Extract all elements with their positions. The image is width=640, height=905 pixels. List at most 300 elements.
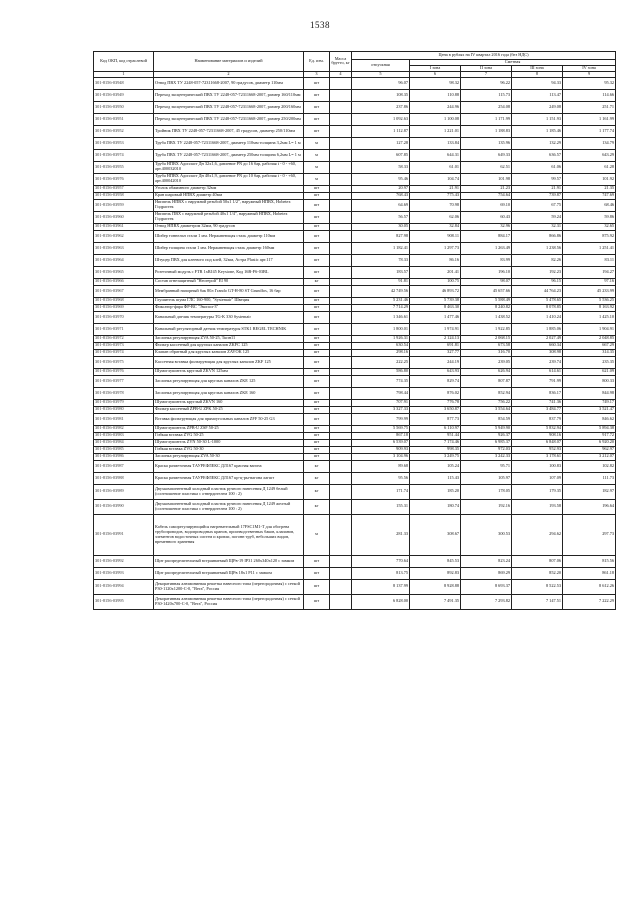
item-unit: шт	[304, 432, 330, 439]
item-unit: шт	[304, 555, 330, 567]
price-zone-3: 1 410.24	[512, 311, 563, 323]
price-zone-3: 852.20	[512, 567, 563, 579]
item-code: 301-8156-03950	[94, 101, 154, 113]
price-zone-1: 908.11	[410, 230, 461, 242]
table-row	[94, 399, 616, 406]
item-unit: шт	[304, 439, 330, 446]
item-unit: шт	[304, 185, 330, 192]
item-code: 301-8156-03979	[94, 399, 154, 406]
table-row	[94, 137, 616, 149]
table-row	[94, 368, 616, 375]
price-zone-3: 807.06	[512, 555, 563, 567]
price-zone-4: 2 048.85	[563, 335, 616, 342]
price-zone-2: 135.96	[461, 137, 512, 149]
price-zone-3: 636.57	[512, 149, 563, 161]
item-name: Кассетная вставка фильтрующая для круглых каналов ZKF 125	[154, 356, 304, 368]
price-release: 6 828.00	[352, 594, 410, 609]
item-code: 301-8156-03984	[94, 439, 154, 446]
price-zone-2: 300.53	[461, 514, 512, 555]
price-release: 1 092.63	[352, 113, 410, 125]
price-zone-3: 82.26	[512, 254, 563, 266]
item-unit: шт	[304, 113, 330, 125]
price-release: 5 231.46	[352, 297, 410, 304]
price-zone-1: 8 928.88	[410, 579, 461, 594]
item-code: 301-8156-03988	[94, 472, 154, 484]
item-name: Шумоглушитель круглый ZKVN 125мм	[154, 368, 304, 375]
price-zone-3: 866.86	[512, 230, 563, 242]
item-name: Декоративная алюминиевая решетка навесного типа (перегородочная) с сеткой Р30-1120x1200-С-0, "Вега", Россия	[154, 579, 304, 594]
price-zone-2: 649.33	[461, 149, 512, 161]
table-row	[94, 579, 616, 594]
item-name: Фиксатор-фара ФР-ВС "Экопол-3"	[154, 304, 304, 311]
item-mass	[330, 579, 352, 594]
item-unit: шт	[304, 230, 330, 242]
price-release: 7 714.29	[352, 304, 410, 311]
price-release: 42 749.56	[352, 285, 410, 297]
price-release: 770.64	[352, 555, 410, 567]
item-mass	[330, 406, 352, 413]
item-mass	[330, 304, 352, 311]
price-zone-3: 239.74	[512, 356, 563, 368]
table-row	[94, 413, 616, 425]
price-zone-2: 60.43	[461, 211, 512, 223]
price-release: 707.91	[352, 399, 410, 406]
price-release: 1 112.87	[352, 125, 410, 137]
item-unit: м	[304, 514, 330, 555]
price-zone-4: 8 163.92	[563, 304, 616, 311]
colnum: 9	[563, 71, 616, 77]
price-zone-3: 7 147.51	[512, 594, 563, 609]
price-zone-3: 96.15	[512, 278, 563, 285]
price-zone-1: 3 650.87	[410, 406, 461, 413]
item-unit: шт	[304, 349, 330, 356]
price-zone-1: 115.43	[410, 472, 461, 484]
item-mass	[330, 439, 352, 446]
item-name: Шумоглушитель ZVN 50-30 L-1000	[154, 439, 304, 446]
item-mass	[330, 453, 352, 460]
table-row	[94, 472, 616, 484]
item-mass	[330, 297, 352, 304]
price-zone-4: 844.98	[563, 387, 616, 399]
price-release: 222.25	[352, 356, 410, 368]
price-release: 3 327.33	[352, 406, 410, 413]
price-zone-2: 626.94	[461, 368, 512, 375]
item-code: 301-8156-03991	[94, 514, 154, 555]
price-zone-2: 823.24	[461, 555, 512, 567]
price-release: 281.33	[352, 514, 410, 555]
item-mass	[330, 432, 352, 439]
price-zone-1: 62.06	[410, 211, 461, 223]
item-code: 301-8156-03987	[94, 460, 154, 472]
colnum: 3	[304, 71, 330, 77]
item-name: Гибкая вставка ZVG 50-30	[154, 446, 304, 453]
item-unit: шт	[304, 356, 330, 368]
price-zone-1: 185.20	[410, 484, 461, 499]
price-zone-4: 32.65	[563, 223, 616, 230]
item-name: Фильтр кассетный ZPB-U ZPK 50-25	[154, 406, 304, 413]
price-zone-3: 94.33	[512, 77, 563, 89]
price-zone-1: 110.88	[410, 89, 461, 101]
item-mass	[330, 594, 352, 609]
price-zone-3: 791.99	[512, 375, 563, 387]
item-unit: кг	[304, 484, 330, 499]
price-zone-1: 892.83	[410, 567, 461, 579]
price-zone-2: 316.70	[461, 349, 512, 356]
price-release: 30.05	[352, 223, 410, 230]
header-price-group: Цена в рублях на IV квартал 2016 года (без НДС)	[352, 52, 616, 60]
item-code: 301-8156-03952	[94, 125, 154, 137]
price-zone-1: 775.43	[410, 192, 461, 199]
price-zone-4: 1 161.99	[563, 113, 616, 125]
item-mass	[330, 368, 352, 375]
item-name: Труба НПВХ Адопласт Дн 40x1,9, давление PN до 10 бар, рабочая t - 0 - +60, арт.400042010	[154, 173, 304, 185]
item-unit: шт	[304, 375, 330, 387]
item-name: Щит распределительный встраиваемый ЩРв 18x1 P11 с замком	[154, 567, 304, 579]
table-row	[94, 446, 616, 453]
header-zone-1: I зона	[410, 65, 461, 71]
price-zone-3: 21.91	[512, 185, 563, 192]
item-code: 301-8156-03957	[94, 185, 154, 192]
price-zone-3: 61.06	[512, 161, 563, 173]
price-zone-1: 104.74	[410, 173, 461, 185]
item-mass	[330, 484, 352, 499]
price-release: 909.93	[352, 446, 410, 453]
price-release: 89.68	[352, 460, 410, 472]
price-release: 183.57	[352, 266, 410, 278]
item-name: Краска разметочная ТАУРЕФЛЕКС ДЛ167 красная вагона	[154, 460, 304, 472]
price-zone-1: 2 124.13	[410, 335, 461, 342]
price-zone-3: 99.57	[512, 173, 563, 185]
colnum: 1	[94, 71, 154, 77]
table-row	[94, 125, 616, 137]
item-mass	[330, 460, 352, 472]
item-unit: кг	[304, 278, 330, 285]
item-name: Труба НПВХ Адопласт Дн 32x1,6, давление PN до 16 бар, рабочая t - 0 - +60, арт.400032010	[154, 161, 304, 173]
price-zone-1: 70.98	[410, 199, 461, 211]
item-code: 301-8156-03980	[94, 406, 154, 413]
item-mass	[330, 77, 352, 89]
table-header	[94, 52, 616, 78]
price-release: 768.43	[352, 192, 410, 199]
price-zone-3: 132.29	[512, 137, 563, 149]
price-zone-4: 749.17	[563, 399, 616, 406]
table-row	[94, 242, 616, 254]
price-zone-3: 660.34	[512, 342, 563, 349]
item-code: 301-8156-03983	[94, 432, 154, 439]
item-unit: м	[304, 137, 330, 149]
price-zone-2: 807.87	[461, 375, 512, 387]
item-name: Розеточный модуль с FTR 1xRJ45 Keystone, Код 16B-F6-03BL	[154, 266, 304, 278]
item-mass	[330, 192, 352, 199]
table-row	[94, 514, 616, 555]
price-zone-1: 244.19	[410, 356, 461, 368]
colnum: 5	[352, 71, 410, 77]
table-row	[94, 199, 616, 211]
item-name: Гибкая вставка ZVG 50-25	[154, 432, 304, 439]
price-zone-2: 3 554.64	[461, 406, 512, 413]
item-mass	[330, 137, 352, 149]
table-row	[94, 356, 616, 368]
item-name: Двухкомпонентный холодный пластик ручного нанесения Д 1249 желтый (соотношение пластика с отвердителем 100 : 2)	[154, 499, 304, 514]
item-mass	[330, 223, 352, 230]
price-zone-2: 8 240.82	[461, 304, 512, 311]
price-zone-2: 21.23	[461, 185, 512, 192]
price-zone-3: 308.98	[512, 349, 563, 356]
item-mass	[330, 266, 352, 278]
price-zone-3: 8 522.53	[512, 579, 563, 594]
price-zone-1: 86.16	[410, 254, 461, 266]
item-name: Состав огнезащитный "Неогерой" ЕI 90	[154, 278, 304, 285]
table-row	[94, 594, 616, 609]
item-mass	[330, 173, 352, 185]
item-unit: м	[304, 149, 330, 161]
item-unit: кг	[304, 499, 330, 514]
table-row	[94, 211, 616, 223]
item-name: Канальный датчик температуры TG-K 330 Systemair	[154, 311, 304, 323]
price-zone-4: 643.29	[563, 149, 616, 161]
price-release: 64.69	[352, 199, 410, 211]
price-zone-3: 113.47	[512, 89, 563, 101]
price-zone-4: 747.69	[563, 192, 616, 199]
item-unit: шт	[304, 211, 330, 223]
price-release: 108.35	[352, 89, 410, 101]
item-name: Мембранный напорный бак 80л Гrando GT-H-80 ST Grundfos, 16 бар	[154, 285, 304, 297]
item-mass	[330, 149, 352, 161]
item-name: Уголок обжимного диаметр 32мм	[154, 185, 304, 192]
price-zone-3: 837.79	[512, 413, 563, 425]
price-zone-4: 3 212.07	[563, 453, 616, 460]
item-code: 301-8156-03958	[94, 192, 154, 199]
price-zone-1: 1 221.01	[410, 125, 461, 137]
price-zone-4: 917.72	[563, 432, 616, 439]
table-row	[94, 278, 616, 285]
price-zone-4: 83.11	[563, 254, 616, 266]
item-unit: шт	[304, 311, 330, 323]
item-code: 301-8156-03955	[94, 161, 154, 173]
table-row	[94, 297, 616, 304]
price-zone-2: 972.03	[461, 446, 512, 453]
price-zone-4: 1 904.91	[563, 323, 616, 335]
price-zone-2: 869.29	[461, 567, 512, 579]
table-row	[94, 335, 616, 342]
item-mass	[330, 349, 352, 356]
price-zone-2: 178.05	[461, 484, 512, 499]
header-zone-2: II зона	[461, 65, 512, 71]
price-zone-4: 251.71	[563, 101, 616, 113]
price-release: 798.44	[352, 387, 410, 399]
table-row	[94, 425, 616, 432]
price-zone-4: 134.79	[563, 137, 616, 149]
price-zone-1: 1 974.91	[410, 323, 461, 335]
price-zone-3: 2 027.49	[512, 335, 563, 342]
price-zone-4: 111.73	[563, 472, 616, 484]
item-mass	[330, 254, 352, 266]
item-unit: шт	[304, 342, 330, 349]
item-mass	[330, 278, 352, 285]
table-row	[94, 460, 616, 472]
item-mass	[330, 230, 352, 242]
price-zone-1: 3 249.75	[410, 453, 461, 460]
item-name: Отвод ПВХ ТУ 2248-057-72311668-2007, 90 градусов, диаметр 110мм	[154, 77, 304, 89]
price-zone-3: 1 238.56	[512, 242, 563, 254]
item-unit: шт	[304, 425, 330, 432]
price-release: 1 346.61	[352, 311, 410, 323]
price-zone-4: 846.62	[563, 413, 616, 425]
price-zone-4: 68.46	[563, 199, 616, 211]
price-zone-4: 861.18	[563, 567, 616, 579]
item-name: Щит распределительный встраиваемый ЩРв-19 IP31 260x340x120 с замком	[154, 555, 304, 567]
price-release: 8 137.99	[352, 579, 410, 594]
item-mass	[330, 567, 352, 579]
item-mass	[330, 323, 352, 335]
price-zone-2: 5 588.49	[461, 297, 512, 304]
price-release: 774.35	[352, 375, 410, 387]
item-name: Шибер толщина стали 1 мм. Нержавеющая сталь диаметр 160мм	[154, 242, 304, 254]
item-unit: шт	[304, 399, 330, 406]
item-code: 301-8156-03986	[94, 453, 154, 460]
table-row	[94, 149, 616, 161]
price-zone-2: 7 293.82	[461, 594, 512, 609]
item-mass	[330, 555, 352, 567]
price-zone-3: 192.23	[512, 266, 563, 278]
colnum: 2	[154, 71, 304, 77]
price-zone-2: 926.37	[461, 432, 512, 439]
price-zone-1: 180.74	[410, 499, 461, 514]
header-release: отпускная	[352, 60, 410, 72]
item-name: Переход эксцентрический ПВХ ТУ 2248-057-72311668-2007, размер 200/160мм	[154, 101, 304, 113]
table-row	[94, 161, 616, 173]
price-zone-4: 101.92	[563, 173, 616, 185]
price-zone-1: 876.02	[410, 387, 461, 399]
item-name: Штуцер ПВХ для клеевого под клей, 32мм, Астра Plastic арт.117	[154, 254, 304, 266]
price-zone-1: 1 100.08	[410, 113, 461, 125]
price-zone-1: 98.32	[410, 77, 461, 89]
price-zone-2: 754.64	[461, 192, 512, 199]
table-row	[94, 192, 616, 199]
price-zone-4: 1 251.41	[563, 242, 616, 254]
price-release: 78.33	[352, 254, 410, 266]
price-release: 155.31	[352, 499, 410, 514]
price-zone-3: 739.87	[512, 192, 563, 199]
item-unit: шт	[304, 223, 330, 230]
item-mass	[330, 399, 352, 406]
price-zone-4: 8 612.26	[563, 579, 616, 594]
item-unit: шт	[304, 77, 330, 89]
price-zone-1: 201.41	[410, 266, 461, 278]
price-zone-2: 196.10	[461, 266, 512, 278]
item-mass	[330, 185, 352, 192]
price-zone-3: 59.24	[512, 211, 563, 223]
item-mass	[330, 375, 352, 387]
price-zone-4: 102.82	[563, 460, 616, 472]
price-zone-3: 8 078.85	[512, 304, 563, 311]
price-zone-3: 67.75	[512, 199, 563, 211]
price-release: 95.46	[352, 173, 410, 185]
price-zone-1: 829.74	[410, 375, 461, 387]
item-code: 301-8156-03964	[94, 254, 154, 266]
price-zone-4: 61.28	[563, 161, 616, 173]
item-unit: шт	[304, 453, 330, 460]
item-code: 301-8156-03951	[94, 113, 154, 125]
item-name: Заслонка регулирующая для круглых каналов ZKE 125	[154, 375, 304, 387]
price-zone-2: 2 068.15	[461, 335, 512, 342]
price-zone-4: 194.27	[563, 266, 616, 278]
table-row	[94, 323, 616, 335]
price-zone-2: 98.07	[461, 278, 512, 285]
item-code: 301-8156-03995	[94, 594, 154, 609]
item-code: 301-8156-03963	[94, 242, 154, 254]
price-zone-1: 998.35	[410, 446, 461, 453]
price-zone-1: 951.44	[410, 432, 461, 439]
price-release: 95.56	[352, 472, 410, 484]
item-code: 301-8156-03953	[94, 137, 154, 149]
item-name: Отвод НПВХ диаметром 32мм, 90 градусов	[154, 223, 304, 230]
item-unit: шт	[304, 368, 330, 375]
price-zone-4: 875.92	[563, 230, 616, 242]
price-zone-1: 100.75	[410, 278, 461, 285]
price-zone-1: 877.73	[410, 413, 461, 425]
price-zone-4: 815.56	[563, 555, 616, 567]
price-zone-4: 1 177.74	[563, 125, 616, 137]
price-zone-1: 644.31	[410, 149, 461, 161]
price-zone-3: 1 185.46	[512, 125, 563, 137]
price-table	[93, 51, 616, 610]
item-code: 301-8156-03967	[94, 285, 154, 297]
price-zone-2: 673.58	[461, 342, 512, 349]
header-mass: Масса брутто, кг	[330, 52, 352, 72]
price-zone-2: 5 949.90	[461, 425, 512, 432]
item-mass	[330, 89, 352, 101]
price-release: 237.86	[352, 101, 410, 113]
price-release: 20.97	[352, 185, 410, 192]
item-name: Заслонка регулирующая для круглых каналов ZKE 160	[154, 387, 304, 399]
price-zone-4: 3 521.47	[563, 406, 616, 413]
item-unit: шт	[304, 89, 330, 101]
item-code: 301-8156-03949	[94, 89, 154, 101]
item-unit: шт	[304, 297, 330, 304]
item-unit: шт	[304, 192, 330, 199]
price-release: 127.28	[352, 137, 410, 149]
price-release: 58.33	[352, 161, 410, 173]
price-release: 813.75	[352, 567, 410, 579]
item-unit: шт	[304, 594, 330, 609]
header-zone-3: III зона	[512, 65, 563, 71]
price-zone-2: 1 188.83	[461, 125, 512, 137]
item-name: Глушитель шума ГЛС 160-900, "Systemair" Швеция	[154, 297, 304, 304]
price-zone-1: 5 739.38	[410, 297, 461, 304]
item-mass	[330, 356, 352, 368]
price-zone-2: 105.97	[461, 472, 512, 484]
item-name: Ниппель НПВХ с наружной резьбой 50x1 1/2", наружный НПВХ, Hobetex Гидрастек	[154, 199, 304, 211]
price-zone-1: 105.24	[410, 460, 461, 472]
price-release: 1 926.31	[352, 335, 410, 342]
table-row	[94, 223, 616, 230]
item-code: 301-8156-03960	[94, 211, 154, 223]
item-code: 301-8156-03971	[94, 323, 154, 335]
price-zone-3: 193.58	[512, 499, 563, 514]
price-zone-2: 852.94	[461, 387, 512, 399]
item-code: 301-8156-03978	[94, 387, 154, 399]
item-code: 301-8156-03993	[94, 567, 154, 579]
price-zone-3: 1 151.93	[512, 113, 563, 125]
price-zone-2: 45 657.66	[461, 285, 512, 297]
price-zone-2: 96.22	[461, 77, 512, 89]
price-zone-1: 133.84	[410, 137, 461, 149]
item-code: 301-8156-03976	[94, 368, 154, 375]
price-zone-1: 1 297.73	[410, 242, 461, 254]
item-unit: м	[304, 161, 330, 173]
table-row	[94, 285, 616, 297]
